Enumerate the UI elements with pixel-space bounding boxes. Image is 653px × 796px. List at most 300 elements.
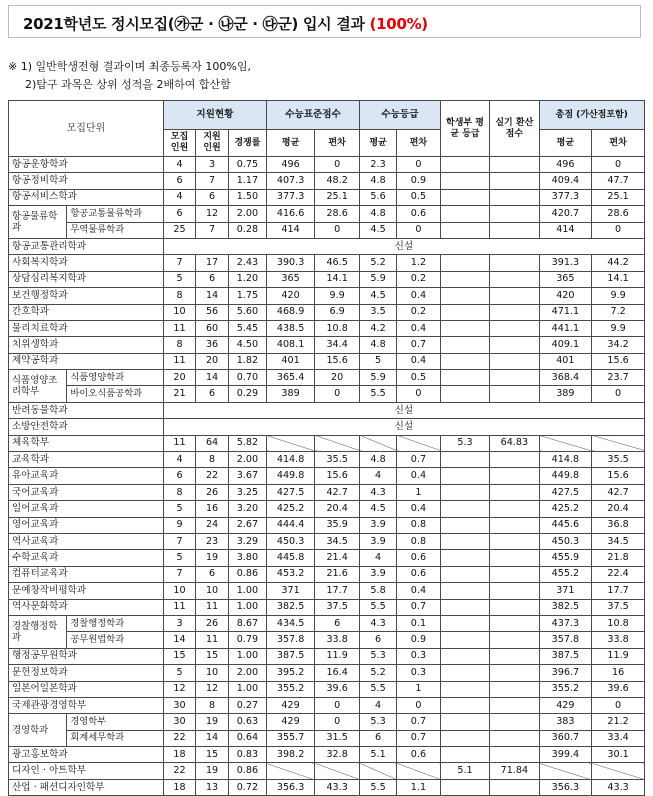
table-cell: 3.67 [228,468,266,484]
table-cell: 11.9 [592,648,645,664]
table-cell [490,386,539,402]
table-row [9,763,645,779]
table-row [9,714,645,730]
table-cell [490,157,539,173]
table-cell: 8 [196,452,229,468]
table-cell: 427.5 [539,484,592,500]
table-cell [315,435,360,451]
table-cell: 0.8 [397,517,441,533]
table-row [9,697,645,713]
table-cell: 445.6 [539,517,592,533]
table-cell: 468.9 [266,304,314,320]
table-cell: 0.9 [397,632,441,648]
table-cell: 0.5 [397,370,441,386]
table-cell: 5.3 [360,648,397,664]
unit-name: 사회복지학과 [9,255,164,271]
table-cell [490,681,539,697]
table-cell: 6 [196,189,229,205]
table-cell: 5.5 [360,681,397,697]
table-cell: 14.1 [592,271,645,287]
table-cell: 5 [163,550,196,566]
table-row [9,533,645,549]
table-cell [440,648,489,664]
table-cell: 30 [163,697,196,713]
table-cell: 399.4 [539,747,592,763]
table-cell: 408.1 [266,337,314,353]
table-cell: 416.6 [266,206,314,222]
table-cell: 0.75 [228,157,266,173]
table-cell: 8 [163,288,196,304]
table-cell: 7 [163,533,196,549]
table-cell: 21.2 [592,714,645,730]
table-cell [490,452,539,468]
table-cell: 0 [315,714,360,730]
table-cell: 455.2 [539,566,592,582]
table-cell: 5.9 [360,370,397,386]
header-applicants: 지원 인원 [196,130,229,157]
table-cell [490,779,539,795]
table-cell: 425.2 [539,501,592,517]
table-cell: 10 [163,304,196,320]
table-row [9,615,645,631]
header-score-dev: 편차 [315,130,360,157]
table-cell: 398.2 [266,747,314,763]
table-cell: 1.50 [228,189,266,205]
table-cell: 455.9 [539,550,592,566]
unit-name: 간호학과 [9,304,164,320]
table-cell: 377.3 [266,189,314,205]
table-cell: 387.5 [266,648,314,664]
table-cell: 0.2 [397,271,441,287]
table-cell: 64.83 [490,435,539,451]
table-cell: 5.8 [360,583,397,599]
table-cell [360,435,397,451]
unit-name: 역사문화학과 [9,599,164,615]
table-cell: 414 [539,222,592,238]
table-cell [490,697,539,713]
unit-name: 식품영양학과 [67,370,163,386]
table-cell: 1.2 [397,255,441,271]
table-row [9,255,645,271]
table-cell: 20.4 [592,501,645,517]
table-cell: 60 [196,320,229,336]
unit-name: 디자인 · 아트학부 [9,763,164,779]
table-cell: 437.3 [539,615,592,631]
table-cell: 0 [315,157,360,173]
table-cell: 22 [163,730,196,746]
table-cell: 20.4 [315,501,360,517]
table-cell [490,189,539,205]
unit-name: 광고홍보학과 [9,747,164,763]
table-cell: 0.64 [228,730,266,746]
table-cell [440,353,489,369]
table-cell: 7 [196,173,229,189]
table-cell: 0.3 [397,665,441,681]
table-cell [490,517,539,533]
title-percent: (100%) [369,15,428,33]
table-cell: 4.8 [360,452,397,468]
table-cell [490,632,539,648]
table-cell: 4 [360,697,397,713]
table-cell: 25.1 [592,189,645,205]
table-cell: 17.7 [592,583,645,599]
table-cell: 24 [196,517,229,533]
table-row [9,468,645,484]
group-name: 경영학과 [9,714,67,747]
table-cell: 0.8 [397,533,441,549]
table-cell: 33.8 [315,632,360,648]
results-body [9,157,645,796]
header-practical: 실기 환산 점수 [490,101,539,157]
table-cell: 450.3 [266,533,314,549]
unit-name: 영어교육과 [9,517,164,533]
table-cell: 9 [163,517,196,533]
table-row [9,386,645,402]
table-cell: 0.7 [397,452,441,468]
note-line-2: 2)탐구 과목은 상위 성적을 2배하여 합산함 [25,78,231,91]
table-row [9,337,645,353]
table-cell [490,550,539,566]
table-cell: 5.5 [360,599,397,615]
table-cell: 4.8 [360,206,397,222]
table-cell: 0 [397,697,441,713]
table-cell: 355.7 [266,730,314,746]
table-cell: 9.9 [592,288,645,304]
table-cell: 0 [315,386,360,402]
table-cell: 3.5 [360,304,397,320]
table-cell: 5.9 [360,271,397,287]
table-cell: 401 [266,353,314,369]
table-cell: 8 [163,337,196,353]
unit-name: 국제관광경영학부 [9,697,164,713]
table-cell: 11 [163,435,196,451]
table-cell [592,763,645,779]
table-cell: 6 [360,632,397,648]
unit-name: 회계세무학과 [67,730,163,746]
table-cell [440,566,489,582]
table-cell [440,501,489,517]
table-cell: 36 [196,337,229,353]
table-cell: 0.83 [228,747,266,763]
table-cell: 43.3 [315,779,360,795]
table-cell: 34.5 [315,533,360,549]
table-row [9,566,645,582]
table-cell: 15 [163,648,196,664]
table-row [9,550,645,566]
table-cell: 1.00 [228,599,266,615]
table-cell: 1.75 [228,288,266,304]
table-cell: 0.4 [397,468,441,484]
table-cell: 0 [592,157,645,173]
table-cell: 28.6 [315,206,360,222]
table-cell: 34.5 [592,533,645,549]
table-cell: 15 [196,747,229,763]
table-cell: 42.7 [315,484,360,500]
table-cell: 407.3 [266,173,314,189]
table-cell [539,763,592,779]
page-title: 2021학년도 정시모집(㉮군 · ㉯군 · ㉰군) 입시 결과 (100%) [23,15,428,33]
title-box [8,5,641,38]
table-cell: 387.5 [539,648,592,664]
table-cell: 365.4 [266,370,314,386]
unit-name: 교육학과 [9,452,164,468]
table-cell: 15 [196,648,229,664]
unit-name: 경영학부 [67,714,163,730]
header-ratio: 경쟁률 [228,130,266,157]
table-cell: 0.4 [397,288,441,304]
table-cell: 2.43 [228,255,266,271]
table-cell: 0.27 [228,697,266,713]
table-cell: 4.5 [360,222,397,238]
table-cell [397,435,441,451]
table-cell: 16 [196,501,229,517]
table-cell: 0.4 [397,353,441,369]
table-cell: 8 [163,484,196,500]
table-cell: 35.9 [315,517,360,533]
table-cell: 391.3 [539,255,592,271]
table-cell: 6 [315,615,360,631]
table-row [9,157,645,173]
table-cell: 3.25 [228,484,266,500]
table-cell: 4 [163,157,196,173]
unit-name: 문헌정보학과 [9,665,164,681]
unit-name: 문예창작비평학과 [9,583,164,599]
table-cell: 21 [163,386,196,402]
table-cell: 0 [592,222,645,238]
table-row [9,304,645,320]
table-cell: 34.4 [315,337,360,353]
table-cell: 47.7 [592,173,645,189]
table-cell: 0.6 [397,206,441,222]
unit-name: 반려동물학과 [9,402,164,418]
table-cell [490,599,539,615]
table-cell: 5.60 [228,304,266,320]
table-cell: 11 [163,599,196,615]
table-cell: 6 [196,271,229,287]
table-row [9,484,645,500]
table-cell [440,173,489,189]
table-cell: 21.4 [315,550,360,566]
table-cell: 42.7 [592,484,645,500]
table-cell: 0.72 [228,779,266,795]
table-cell: 20 [163,370,196,386]
table-cell: 15.6 [592,353,645,369]
new-badge: 신설 [163,238,644,254]
table-cell: 1.00 [228,648,266,664]
table-row [9,271,645,287]
unit-name: 항공운항학과 [9,157,164,173]
table-cell: 18 [163,747,196,763]
table-cell: 357.8 [539,632,592,648]
table-cell: 355.2 [266,681,314,697]
table-cell: 31.5 [315,730,360,746]
table-cell: 0.6 [397,550,441,566]
table-cell: 425.2 [266,501,314,517]
table-cell: 43.3 [592,779,645,795]
table-cell: 409.1 [539,337,592,353]
table-cell [490,370,539,386]
table-cell: 5.2 [360,255,397,271]
table-cell [440,255,489,271]
table-cell: 0.1 [397,615,441,631]
table-cell: 14 [196,730,229,746]
table-cell: 2.00 [228,452,266,468]
unit-name: 바이오식품공학과 [67,386,163,402]
table-cell: 0.7 [397,714,441,730]
table-cell [490,747,539,763]
table-cell [490,501,539,517]
table-cell: 8.67 [228,615,266,631]
table-cell: 365 [539,271,592,287]
unit-name: 항공정비학과 [9,173,164,189]
table-cell: 37.5 [315,599,360,615]
table-cell: 0.6 [397,566,441,582]
table-cell: 441.1 [539,320,592,336]
table-cell: 64 [196,435,229,451]
table-cell: 4.5 [360,288,397,304]
table-cell: 5.3 [360,714,397,730]
table-cell: 22 [163,763,196,779]
table-cell: 420.7 [539,206,592,222]
table-cell [490,714,539,730]
table-cell: 22.4 [592,566,645,582]
table-cell: 25.1 [315,189,360,205]
header-total-dev: 편차 [592,130,645,157]
table-cell: 3.9 [360,566,397,582]
table-cell: 1.82 [228,353,266,369]
table-cell: 5 [163,271,196,287]
table-cell: 10 [196,583,229,599]
table-cell: 420 [539,288,592,304]
table-row [9,353,645,369]
table-cell [592,435,645,451]
table-cell [440,320,489,336]
table-cell: 6 [163,206,196,222]
unit-name: 행정공무원학과 [9,648,164,664]
table-cell: 2.67 [228,517,266,533]
table-cell: 1.20 [228,271,266,287]
table-cell [490,337,539,353]
table-cell: 0 [592,386,645,402]
header-score-avg: 평균 [266,130,314,157]
table-cell: 15.6 [315,468,360,484]
table-cell: 33.8 [592,632,645,648]
table-cell [490,320,539,336]
table-cell: 10.8 [315,320,360,336]
table-cell: 19 [196,763,229,779]
table-cell: 453.2 [266,566,314,582]
table-row [9,419,645,435]
table-cell: 21.8 [592,550,645,566]
table-cell: 4.3 [360,615,397,631]
table-cell: 0.3 [397,648,441,664]
table-cell: 1 [397,484,441,500]
table-cell [315,763,360,779]
table-cell: 8 [196,697,229,713]
table-row [9,173,645,189]
table-cell: 0.63 [228,714,266,730]
group-name: 경찰행정학과 [9,615,67,648]
table-cell: 357.8 [266,632,314,648]
unit-name: 치위생학과 [9,337,164,353]
table-cell: 6.9 [315,304,360,320]
table-cell: 26 [196,484,229,500]
table-cell: 46.5 [315,255,360,271]
table-cell: 17 [196,255,229,271]
table-cell: 10.8 [592,615,645,631]
table-cell [490,288,539,304]
unit-name: 컴퓨터교육과 [9,566,164,582]
table-cell [490,484,539,500]
table-cell [440,288,489,304]
table-row [9,648,645,664]
table-cell: 11.9 [315,648,360,664]
table-cell [440,189,489,205]
table-cell [440,615,489,631]
table-cell: 3.9 [360,533,397,549]
unit-name: 상담심리복지학과 [9,271,164,287]
table-cell [539,435,592,451]
table-cell: 17.7 [315,583,360,599]
table-cell: 444.4 [266,517,314,533]
table-cell: 16 [592,665,645,681]
table-cell: 4 [360,468,397,484]
table-cell: 5.45 [228,320,266,336]
table-cell [397,763,441,779]
unit-name: 경찰행정학과 [67,615,163,631]
table-cell: 21.6 [315,566,360,582]
table-cell: 11 [196,632,229,648]
table-cell: 414 [266,222,314,238]
unit-name: 역사교육과 [9,533,164,549]
table-cell [490,648,539,664]
header-total: 총점 (가산점포함) [539,101,645,130]
header-grade-dev: 편차 [397,130,441,157]
unit-name: 무역물류학과 [67,222,163,238]
table-cell: 16.4 [315,665,360,681]
table-cell [440,730,489,746]
table-cell: 11 [196,599,229,615]
table-cell: 30.1 [592,747,645,763]
table-cell: 22 [196,468,229,484]
table-cell: 48.2 [315,173,360,189]
table-cell: 5.82 [228,435,266,451]
table-cell: 4 [163,452,196,468]
table-cell: 0.2 [397,304,441,320]
header-grade-avg: 평균 [360,130,397,157]
table-cell: 450.3 [539,533,592,549]
table-cell: 12 [196,206,229,222]
table-cell: 0.7 [397,730,441,746]
table-row [9,501,645,517]
table-cell [490,615,539,631]
table-cell [490,583,539,599]
table-cell [440,157,489,173]
table-cell: 5.5 [360,386,397,402]
table-cell: 429 [266,697,314,713]
table-cell [490,173,539,189]
table-cell: 0.4 [397,501,441,517]
table-cell: 420 [266,288,314,304]
table-cell [440,222,489,238]
table-cell: 382.5 [266,599,314,615]
table-cell [266,763,314,779]
table-cell: 0 [315,222,360,238]
table-cell: 4.8 [360,337,397,353]
table-cell: 356.3 [539,779,592,795]
table-cell [440,697,489,713]
table-row [9,206,645,222]
